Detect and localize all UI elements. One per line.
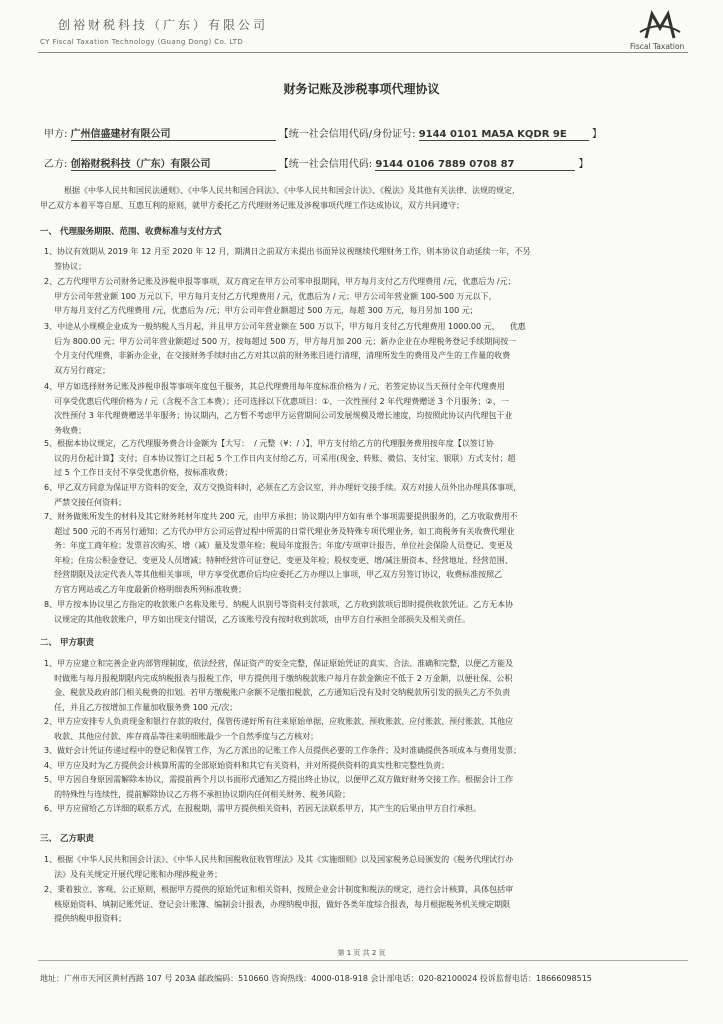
clause-line: 7、财务做账所发生的材料及其它财务耗材年度共 200 元，由甲方承担；协议期内甲方如有单个事项需要提供服务的，乙方收取费用不 (44, 512, 518, 521)
intro-line-1: 根据《中华人民共和国民法通则》、《中华人民共和国合同法》、《中华人民共和国会计法》、《税法》及其他有关法律、法规的规定， (64, 186, 520, 195)
clause-line: 8、甲方按本协议里乙方指定的收款账户名称及账号、纳税人识别号等资料支付款项，乙方收到款项后即时提供收款凭证。乙方无本协 (44, 600, 514, 609)
clause-item (44, 802, 684, 817)
section-heading: 一、 代理服务期限、范围、收费标准与支付方式 (40, 227, 222, 237)
footer-contact: 地址：广州市天河区黄村西路 107 号 203A 邮政编码：510660 咨询热线：4000-018-918 会计部电话：020-82100024 投诉监督电话：18666098515 (40, 974, 592, 983)
clause-item (44, 320, 684, 378)
party-a-name: 广州信盛建材有限公司 (71, 125, 276, 141)
clause-line: 金、税款及政府部门相关税费的扣划。若甲方缴税账户余额不足缴扣税款，乙方通知后没有及时交纳税款所引发的损失乙方不负责 (44, 688, 511, 697)
clause-item (44, 481, 684, 510)
clause-line: 法》及有关规定开展代理记账和办理涉税业务； (44, 869, 223, 879)
party-b-close: 】 (578, 159, 589, 170)
company-name-en: CY Fiscal Taxation Technology (Guang Dong) Co. LTD (40, 38, 244, 46)
clause-line: 4、甲方如选择财务记账及涉税申报等事项年度包干服务，其总代理费用每年度标准价格为 / 元，若签定协议当天预付全年代理费用 (44, 382, 505, 391)
party-b-row (44, 155, 589, 171)
clause-line: 的特殊性与连续性，提前解除协议乙方将不承担协议期内任何相关财务、税务风险； (44, 789, 351, 799)
clause-item (44, 437, 684, 481)
clause-item (44, 773, 684, 802)
clause-line: 双方另行商定； (44, 365, 111, 375)
clause-line: 5、根据本协议规定，乙方代理服务费合计金额为【大写： / 元整（¥：/ ）】，甲方支付给乙方的代理服务费用按年度【以签订协 (44, 439, 494, 448)
page-number: 第 1 页 共 2 页 (337, 949, 386, 957)
clause-line: 次性预付 3 年代理费赠送半年服务；协议期内，乙方暂不考虑甲方运营期间公司发展规模及增长速度，均按照此协议内代理包干业 (44, 411, 513, 420)
party-a-label: 甲方: (44, 129, 68, 140)
document-title: 财务记账及涉税事项代理协议 (283, 82, 440, 96)
clause-item (44, 510, 684, 597)
clause-line: 2、秉着独立、客观、公正原则，根据甲方提供的原始凭证和相关资料，按照企业会计制度和税法的规定，进行会计核算，具体包括审 (44, 885, 514, 894)
clause-line: 2、甲方应安排专人负责现金和银行存款的收付，保管传递好所有往来原始单据，应收账款、预收账款、应付账款、预付账款、其他应 (44, 717, 514, 726)
clause-line: 1、甲方应建立和完善企业内部管理制度，依法经营，保证资产的安全完整，保证原始凭证的真实、合法、准确和完整，以便乙方能及 (44, 659, 514, 668)
intro-line-2: 甲乙双方本着平等自愿、互惠互利的原则，就甲方委托乙方代理财务记账及涉税事项代理工作达成协议，双方共同遵守； (40, 201, 464, 210)
clause-line: 3、中途从小规模企业成为一般纳税人当月起，并且甲方公司年营业额在 500 万以下，甲方每月支付乙方代理费用 1000.00 元， 优惠 (44, 322, 526, 331)
company-logo-icon (636, 10, 684, 40)
clause-line: 议的月份起计算】支付；自本协议签订之日起 5 个工作日内支付给乙方，可采用(现金、转账、微信、支付宝、银联）方式支付；超 (44, 453, 516, 463)
header-divider (38, 52, 688, 53)
footer-divider (38, 960, 688, 961)
clause-line: 6、甲乙双方同意为保证甲方资料的安全，双方交换资料时，必须在乙方会议室，并办理好交接手续。双方对接人员外出办理具体事项， (44, 483, 522, 492)
clause-line: 6、甲方应留给乙方详细的联系方式，在报税期，需甲方提供相关资料，若因无法联系甲方，其产生的后果由甲方自行承担。 (44, 804, 482, 813)
clause-line: 1、根据《中华人民共和国会计法》、《中华人民共和国税收征收管理法》及其《实施细则》以及国家税务总局颁发的《税务代理试行办 (44, 855, 514, 864)
clause-item (44, 853, 684, 882)
clause-line: 3、做好会计凭证传递过程中的登记和保管工作，为乙方派出的记账工作人员提供必要的工作条件；及时准确提供各项成本与费用发票； (44, 746, 522, 755)
party-b-name: 创裕财税科技（广东）有限公司 (71, 155, 276, 171)
section-heading: 三、 乙方职责 (40, 834, 94, 844)
clause-line: 方官方网站或乙方年度最新价格明细表所列标准收费； (44, 584, 247, 594)
clause-line: 1、协议有效期从 2019 年 12 月至 2020 年 12 月，期满日之前双方未提出书面异议视继续代理财务工作，则本协议自动延续一年，不另 (44, 247, 531, 256)
clause-line: 收款、其他应付款、库存商品等往来明细账最少一个自然季度与乙方核对； (44, 731, 319, 741)
clause-line: 超过 500 元的不再另行通知；乙方代办甲方公司运营过程中所需的日常代理业务及特殊专项代理业务，如工商税务有关收费代理业 (44, 526, 515, 536)
clause-item (44, 883, 684, 927)
clause-line: 个月支付代理费，非新办企业，在交接财务手续时由乙方对其以前的财务账目进行清理，清理所发生的费用及产生的工作量的收费 (44, 351, 511, 360)
clause-item (44, 598, 684, 627)
clause-line: 可享受优惠后代理价格为 / 元（含税不含工本费）；还可选择以下优惠项目：①、一次性预付 2 年代理费赠送 3 个月服务；②、一 (44, 396, 509, 406)
clause-line: 提供纳税申报资料； (44, 914, 127, 923)
clause-item (44, 245, 684, 274)
party-b-label: 乙方: (44, 159, 68, 170)
clause-line: 务：年度工商年检；发票首次购买、增（减）量及发票年检；税局年度报告；年度/专项审计报告，单位社会保险人员登记、变更及 (44, 541, 513, 550)
clause-line: 5、甲方因自身原因需解除本协议，需提前两个月以书面形式通知乙方提出终止协议，以便甲乙双方做好财务交接工作。根据会计工作 (44, 775, 514, 784)
clause-line: 务收费； (44, 425, 87, 435)
party-a-code: 9144 0101 MA5A KQDR 9E (419, 129, 589, 141)
company-name-cn: 创裕财税科技（广东）有限公司 (58, 18, 269, 32)
clause-line: 后为 800.00 元；甲方公司年营业额超过 500 万，按每超过 500 万，甲方每月加 200 元；新办企业在办理税务登记手续期间按一 (44, 336, 517, 346)
clause-line: 2、乙方代理甲方公司财务记账及涉税申报等事项，双方商定在甲方公司零申报期间，甲方每月支付乙方代理费用 /元，优惠后为 /元； (44, 277, 516, 286)
party-b-code-label: 【统一社会信用代码: (278, 159, 373, 170)
clause-line: 核原始资料、填制记账凭证、登记会计账簿、编制会计报表，办理纳税申报，做好各类年度综合报表，每月根据税务机关规定期限 (44, 899, 511, 909)
clause-line: 甲方每月支付乙方代理费用 /元，优惠后为 /元；甲方公司年营业额超过 500 万元，每超 300 万元，每月另加 100 元； (44, 306, 478, 315)
clause-item (44, 275, 684, 319)
party-b-code: 9144 0106 7889 0708 87 (375, 159, 575, 171)
section-heading: 二、 甲方职责 (40, 638, 94, 648)
clause-line: 议规定的其他收款账户，甲方如出现支付错误，乙方该账号没有按时收到款项，由甲方自行承担全部损失及相关责任。 (44, 614, 471, 624)
party-a-code-label: 【统一社会信用代码/身份证号: (278, 129, 416, 140)
logo-text: Fiscal Taxation (630, 42, 685, 51)
clause-item (44, 715, 684, 744)
clause-line: 经营期限及法定代表人等其他相关事项，甲方享受优惠价后均应委托乙方办理以上事项，甲乙双方另签订协议，收费标准按照乙 (44, 570, 503, 579)
clause-item (44, 759, 684, 774)
clause-line: 任，并且乙方按增加工作量加收服务费 100 元/次； (44, 702, 238, 712)
clause-line: 过 5 个工作日支付不享受优惠价格，按标准收费； (44, 468, 233, 477)
clause-line: 时做账与每月报税期限内完成纳税报表与报税工作，甲方提供用于缴纳税款账户每月存款金额应不低于 2 万金额，以便社保、公积 (44, 673, 513, 683)
clause-line: 年检；住房公积金登记、变更及人员增减；特种经营许可证登记、变更及年检；股权变更、增/减注册资本、经营地址、经营范围、 (44, 555, 513, 565)
clause-line: 签协议； (44, 261, 87, 271)
clause-item (44, 380, 684, 438)
clause-line: 甲方公司年营业额 100 万元以下，甲方每月支付乙方代理费用 / 元，优惠后为 / 元；甲方公司年营业额 100-500 万元以下， (44, 291, 497, 301)
clause-line: 4、甲方应及时为乙方提供会计核算所需的全部原始资料和其它有关资料，并对所提供资料的真实性和完整性负责； (44, 761, 450, 770)
clause-item (44, 744, 684, 759)
party-a-row (44, 125, 602, 141)
clause-item (44, 657, 684, 715)
party-a-close: 】 (591, 129, 602, 140)
clause-line: 严禁交接任何资料； (44, 497, 127, 507)
